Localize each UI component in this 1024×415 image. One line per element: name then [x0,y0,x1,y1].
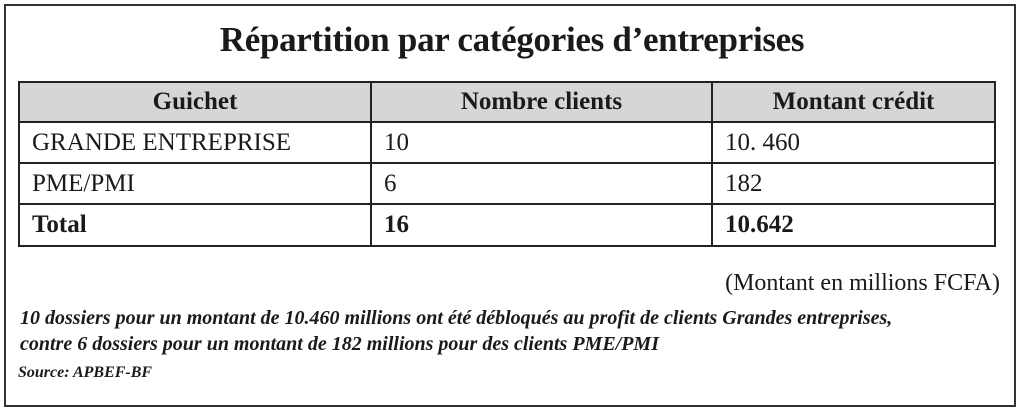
cell-nombre-clients: 10 [371,122,712,163]
table-header-row [19,82,995,122]
data-table [18,81,996,247]
unit-note: (Montant en millions FCFA) [725,270,1000,296]
caption [20,305,1000,357]
header-nombre-clients: Nombre clients [371,82,712,122]
caption-line-1: 10 dossiers pour un montant de 10.460 millions ont été débloqués au profit de clients Grandes entreprises, [20,307,893,329]
table-total-row [19,204,995,246]
table-row [19,163,995,204]
cell-nombre-clients: 6 [371,163,712,204]
caption-line-2: contre 6 dossiers pour un montant de 182 millions pour des clients PME/PMI [20,333,659,355]
header-montant-credit: Montant crédit [712,82,995,122]
cell-montant-credit: 10. 460 [712,122,995,163]
cell-guichet: PME/PMI [19,163,371,204]
document-title: Répartition par catégories d’entreprises [219,20,805,59]
total-nombre-clients: 16 [371,204,712,246]
total-label: Total [19,204,371,246]
total-montant-credit: 10.642 [712,204,995,246]
source-note: Source: APBEF-BF [18,364,153,381]
table-row [19,122,995,163]
cell-montant-credit: 182 [712,163,995,204]
header-guichet: Guichet [19,82,371,122]
cell-guichet: GRANDE ENTREPRISE [19,122,371,163]
